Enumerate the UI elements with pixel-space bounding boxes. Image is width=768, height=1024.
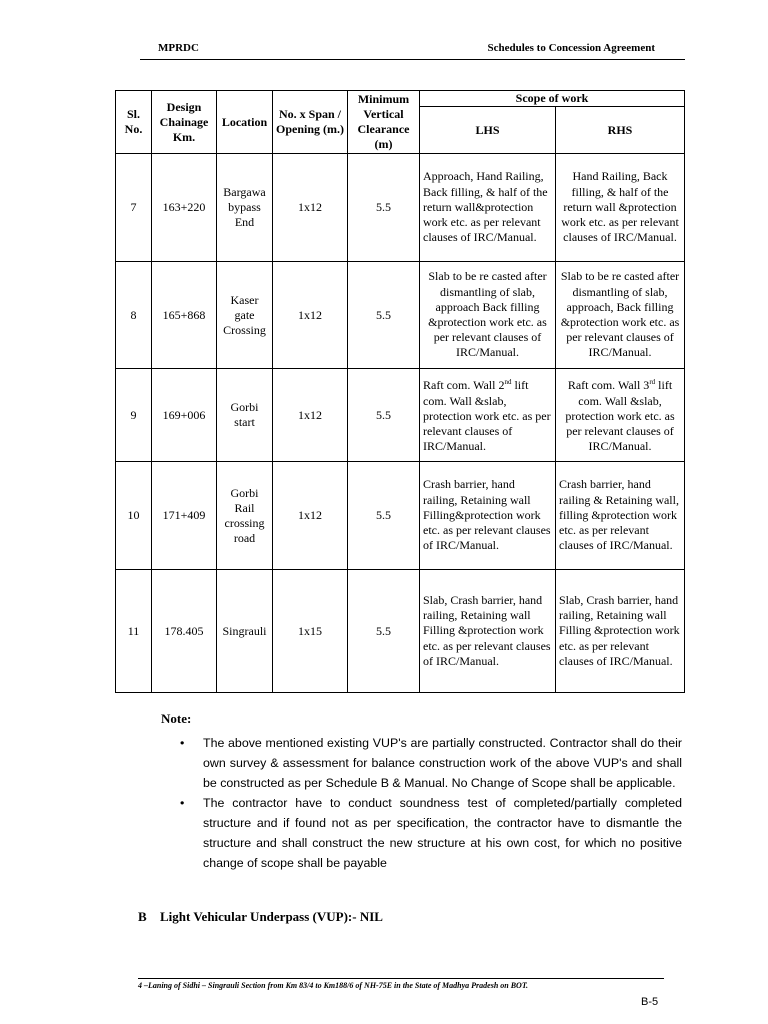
cell-sl-no: 10 [116, 462, 152, 570]
col-header-scope: Scope of work [420, 91, 685, 107]
cell-scope-rhs: Hand Railing, Back filling, & half of the return wall &protection work etc. as per relevant clauses of IRC/Manual. [556, 154, 685, 262]
list-item [162, 793, 682, 873]
cell-span: 1x12 [273, 462, 348, 570]
table-row [116, 369, 685, 462]
header-rule [140, 59, 685, 60]
cell-chainage: 165+868 [152, 262, 217, 369]
cell-scope-rhs: Crash barrier, hand railing & Retaining wall, filling &protection work etc. as per relevant clauses of IRC/Manual. [556, 462, 685, 570]
cell-clearance: 5.5 [348, 462, 420, 570]
section-letter: B [138, 909, 147, 924]
page-number: B-5 [641, 996, 659, 1008]
cell-scope-rhs: Slab, Crash barrier, hand railing, Retaining wall Filling &protection work etc. as per relevant clauses of IRC/Manual. [556, 570, 685, 693]
cell-span: 1x12 [273, 262, 348, 369]
cell-span: 1x15 [273, 570, 348, 693]
lhs-text-end: lift com. Wall &slab, protection work etc. as per relevant clauses of IRC/Manual. [423, 378, 551, 454]
cell-sl-no: 7 [116, 154, 152, 262]
table-row [116, 462, 685, 570]
col-header-clearance: Minimum Vertical Clearance (m) [348, 91, 420, 154]
cell-scope-lhs: Crash barrier, hand railing, Retaining wall Filling&protection work etc. as per relevant clauses of IRC/Manual. [420, 462, 556, 570]
cell-location: Singrauli [217, 570, 273, 693]
cell-clearance: 5.5 [348, 262, 420, 369]
note-text: The contractor have to conduct soundness test of completed/partially completed structure and if found not as per specification, the contractor have to dismantle the structure and shall construct the new structure at his own cost, for which no positive change of scope shall be payable [203, 796, 682, 870]
cell-scope-rhs: Slab to be re casted after dismantling of slab, approach, Back filling &protection work etc. as per relevant clauses of IRC/Manual. [556, 262, 685, 369]
cell-clearance: 5.5 [348, 369, 420, 462]
cell-scope-lhs: Approach, Hand Railing, Back filling, & half of the return wall&protection work etc. as per relevant clauses of IRC/Manual. [420, 154, 556, 262]
footer-rule [138, 978, 664, 979]
col-header-rhs: RHS [556, 107, 685, 154]
cell-scope-lhs: Slab, Crash barrier, hand railing, Retaining wall Filling &protection work etc. as per relevant clauses of IRC/Manual. [420, 570, 556, 693]
note-heading: Note: [161, 711, 192, 726]
cell-chainage: 171+409 [152, 462, 217, 570]
rhs-ordinal-suffix: rd [649, 378, 656, 387]
rhs-text-start: Raft com. Wall 3 [567, 378, 650, 393]
table-row [116, 262, 685, 369]
cell-chainage: 178.405 [152, 570, 217, 693]
cell-scope-lhs: Slab to be re casted after dismantling of slab, approach Back filling &protection work etc. as per relevant clauses of IRC/Manual. [420, 262, 556, 369]
rhs-text-end: lift com. Wall &slab, protection work etc. as per relevant clauses of IRC/Manual. [565, 378, 675, 454]
scope-of-work-table [115, 90, 685, 693]
table-row [116, 570, 685, 693]
cell-location: Kaser gate Crossing [217, 262, 273, 369]
table-row [116, 154, 685, 262]
cell-span: 1x12 [273, 154, 348, 262]
section-title: Light Vehicular Underpass (VUP):- NIL [160, 909, 383, 924]
cell-span: 1x12 [273, 369, 348, 462]
cell-location: Gorbi start [217, 369, 273, 462]
cell-scope-rhs [556, 369, 685, 462]
col-header-lhs: LHS [420, 107, 556, 154]
col-header-sl-no: Sl. No. [116, 91, 152, 154]
col-header-chainage: Design Chainage Km. [152, 91, 217, 154]
header-org: MPRDC [158, 42, 199, 54]
page-header [140, 42, 685, 60]
col-header-span: No. x Span / Opening (m.) [273, 91, 348, 154]
note-list [162, 733, 682, 873]
cell-clearance: 5.5 [348, 570, 420, 693]
page-footer: 4 –Laning of Sidhi – Singrauli Section from Km 83/4 to Km188/6 of NH-75E in the State of Madhya Pradesh on BOT. [138, 981, 528, 990]
cell-location: Bargawa bypass End [217, 154, 273, 262]
cell-chainage: 169+006 [152, 369, 217, 462]
cell-location: Gorbi Rail crossing road [217, 462, 273, 570]
note-text: The above mentioned existing VUP's are partially constructed. Contractor shall do their own survey & assessment for balance construction work of the above VUP's and shall be constructed as per Schedule B & Manual. No Change of Scope shall be applicable. [203, 736, 682, 790]
list-item [162, 733, 682, 793]
lhs-ordinal-suffix: nd [504, 378, 512, 387]
cell-sl-no: 11 [116, 570, 152, 693]
cell-clearance: 5.5 [348, 154, 420, 262]
header-doc-title: Schedules to Concession Agreement [487, 42, 655, 54]
bullet-icon: • [180, 796, 185, 810]
section-b-heading [138, 909, 383, 925]
cell-chainage: 163+220 [152, 154, 217, 262]
cell-sl-no: 8 [116, 262, 152, 369]
lhs-text-start: Raft com. Wall 2 [423, 378, 505, 393]
bullet-icon: • [180, 736, 185, 750]
col-header-location: Location [217, 91, 273, 154]
cell-scope-lhs [420, 369, 556, 462]
cell-sl-no: 9 [116, 369, 152, 462]
